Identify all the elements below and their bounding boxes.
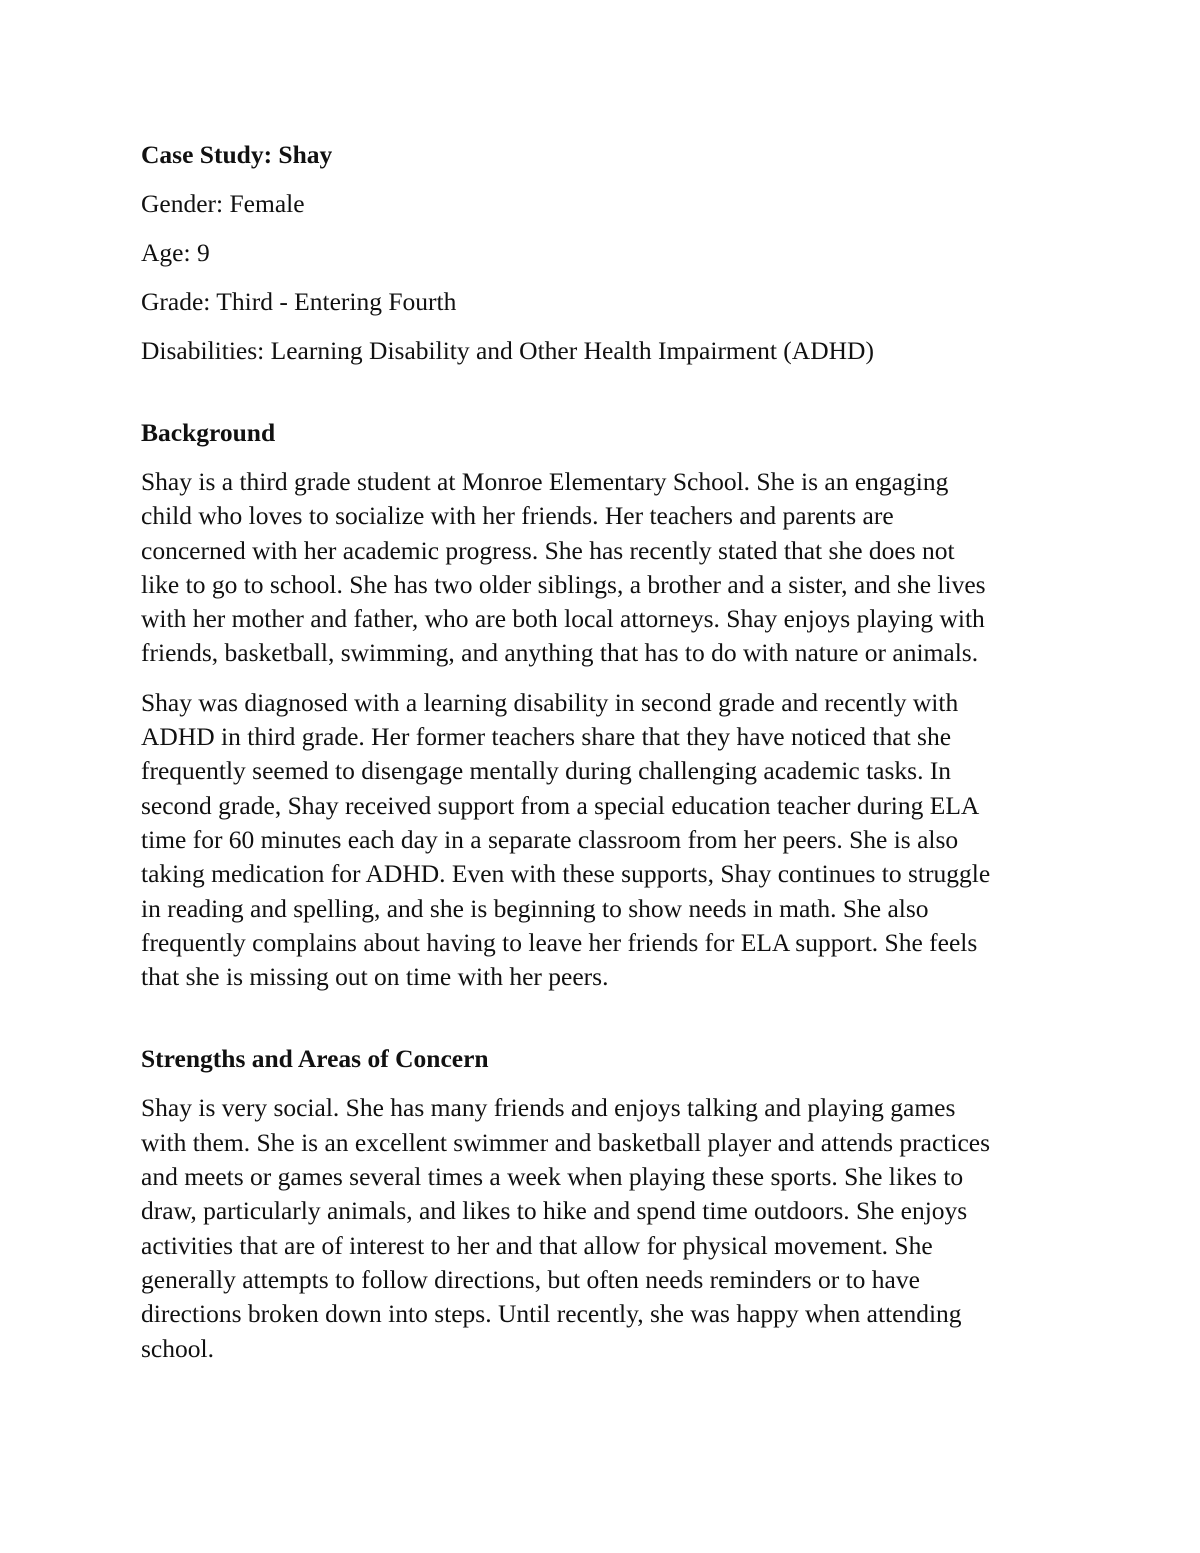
paragraph-line: taking medication for ADHD. Even with these supports, Shay continues to struggle [141,859,991,889]
paragraph-line: frequently seemed to disengage mentally during challenging academic tasks. In [141,756,952,786]
paragraph-line: in reading and spelling, and she is beginning to show needs in math. She also [141,893,929,923]
paragraph-line: generally attempts to follow directions, but often needs reminders or to have [141,1264,920,1294]
paragraph-line: concerned with her academic progress. She has recently stated that she does not [141,535,955,565]
paragraph-line: ADHD in third grade. Her former teachers share that they have noticed that she [141,722,952,752]
background-paragraph-1 [141,465,1066,671]
section-heading-strengths: Strengths and Areas of Concern [141,1044,489,1074]
paragraph-line: time for 60 minutes each day in a separate classroom from her peers. She is also [141,824,959,854]
meta-gender: Gender: Female [141,189,305,218]
paragraph-line: like to go to school. She has two older siblings, a brother and a sister, and she lives [141,569,986,599]
paragraph-line: with them. She is an excellent swimmer and basketball player and attends practices [141,1127,991,1157]
paragraph-line: frequently complains about having to leave her friends for ELA support. She feels [141,927,978,957]
background-paragraph-2 [141,686,1066,995]
paragraph-line: activities that are of interest to her and that allow for physical movement. She [141,1230,933,1260]
meta-age: Age: 9 [141,238,210,267]
paragraph-line: with her mother and father, who are both local attorneys. Shay enjoys playing with [141,604,985,634]
meta-disabilities: Disabilities: Learning Disability and Other Health Impairment (ADHD) [141,336,874,365]
document-page [141,138,1066,1381]
document-title: Case Study: Shay [141,140,333,169]
paragraph-line: friends, basketball, swimming, and anything that has to do with nature or animals. [141,638,979,668]
paragraph-line: Shay was diagnosed with a learning disability in second grade and recently with [141,687,959,717]
meta-grade: Grade: Third - Entering Fourth [141,287,457,316]
paragraph-line: Shay is very social. She has many friends and enjoys talking and playing games [141,1093,956,1123]
paragraph-line: directions broken down into steps. Until recently, she was happy when attending [141,1299,962,1329]
paragraph-line: second grade, Shay received support from a special education teacher during ELA [141,790,980,820]
paragraph-line: that she is missing out on time with her peers. [141,962,609,992]
paragraph-line: and meets or games several times a week when playing these sports. She likes to [141,1162,964,1192]
paragraph-line: school. [141,1333,214,1363]
paragraph-line: child who loves to socialize with her friends. Her teachers and parents are [141,501,894,531]
paragraph-line: draw, particularly animals, and likes to hike and spend time outdoors. She enjoys [141,1196,968,1226]
paragraph-line: Shay is a third grade student at Monroe Elementary School. She is an engaging [141,467,949,496]
section-heading-background: Background [141,418,276,447]
strengths-paragraph-1 [141,1091,1066,1365]
